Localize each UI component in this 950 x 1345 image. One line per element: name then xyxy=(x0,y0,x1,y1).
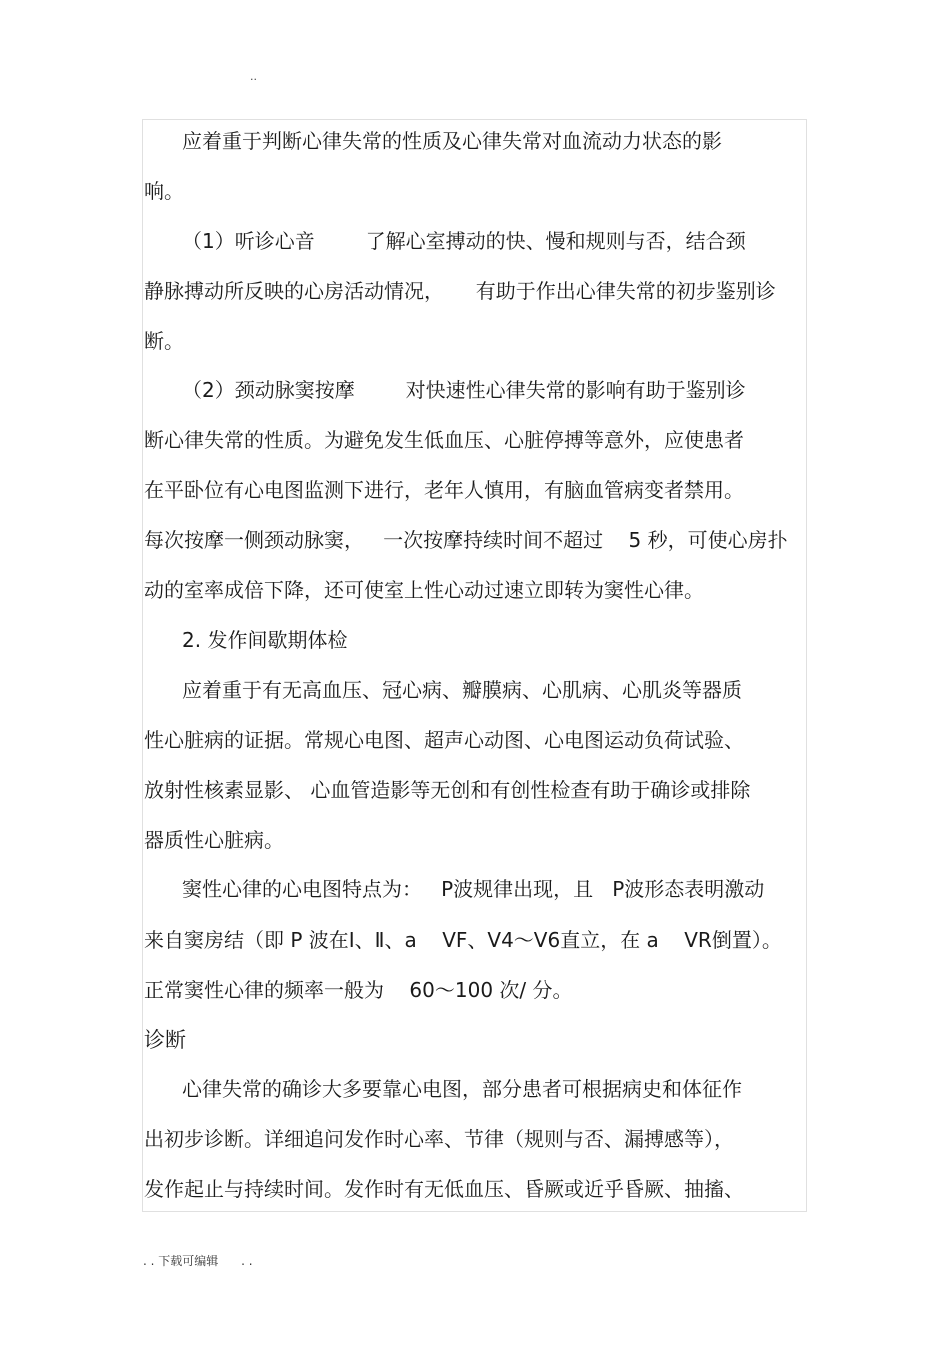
body-line-10: 动的室率成倍下降，还可使室上性心动过速立即转为窦性心律。 xyxy=(144,578,704,602)
body-line-21: 发作起止与持续时间。发作时有无低血压、昏厥或近乎昏厥、抽搐、 xyxy=(144,1177,744,1201)
body-line-18: 正常窦性心律的频率一般为 60～100 次/ 分。 xyxy=(144,978,573,1002)
body-line-17: 来自窦房结（即 P 波在Ⅰ、Ⅱ、a VF、V4～V6直立，在 a VR倒置）。 xyxy=(144,928,782,952)
body-line-6: （2）颈动脉窦按摩 对快速性心律失常的影响有助于鉴别诊 xyxy=(182,378,746,402)
body-line-7: 断心律失常的性质。为避免发生低血压、心脏停搏等意外，应使患者 xyxy=(144,428,744,452)
body-line-9: 每次按摩一侧颈动脉窦， 一次按摩持续时间不超过 5 秒，可使心房扑 xyxy=(144,528,788,552)
body-line-11: 2. 发作间歇期体检 xyxy=(182,628,348,652)
body-line-8: 在平卧位有心电图监测下进行，老年人慎用，有脑血管病变者禁用。 xyxy=(144,478,744,502)
body-line-14: 放射性核素显影、 心血管造影等无创和有创性检查有助于确诊或排除 xyxy=(144,778,751,802)
body-line-16: 窦性心律的心电图特点为： P波规律出现，且 P波形态表明激动 xyxy=(182,877,765,901)
body-line-5: 断。 xyxy=(144,329,184,353)
body-line-19: 心律失常的确诊大多要靠心电图，部分患者可根据病史和体征作 xyxy=(182,1077,742,1101)
body-line-2: 响。 xyxy=(144,179,184,203)
body-line-3: （1）听诊心音 了解心室搏动的快、慢和规则与否，结合颈 xyxy=(182,229,746,253)
body-line-20: 出初步诊断。详细追问发作时心率、节律（规则与否、漏搏感等）， xyxy=(144,1127,734,1151)
section-heading: 诊断 xyxy=(144,1028,186,1052)
body-line-4: 静脉搏动所反映的心房活动情况， 有助于作出心律失常的初步鉴别诊 xyxy=(144,279,776,303)
footer-note: . . 下载可编辑 . . xyxy=(143,1254,253,1268)
body-line-1: 应着重于判断心律失常的性质及心律失常对血流动力状态的影 xyxy=(182,129,722,153)
body-line-13: 性心脏病的证据。常规心电图、超声心动图、心电图运动负荷试验、 xyxy=(144,728,744,752)
header-mark: .. xyxy=(250,70,257,83)
body-line-12: 应着重于有无高血压、冠心病、瓣膜病、心肌病、心肌炎等器质 xyxy=(182,678,742,702)
body-line-15: 器质性心脏病。 xyxy=(144,828,284,852)
